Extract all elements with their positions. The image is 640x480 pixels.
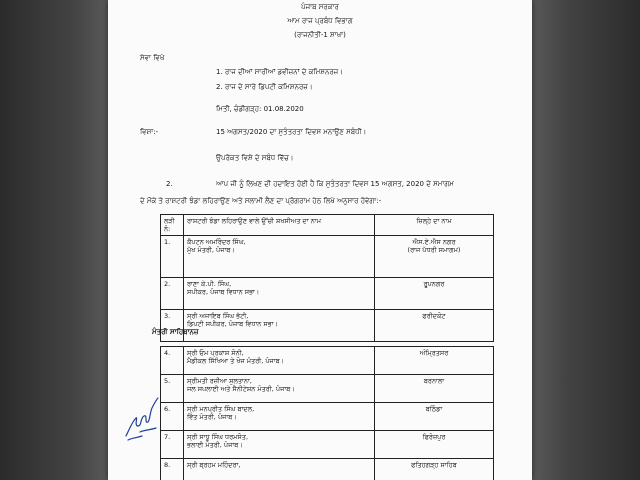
row-district <box>375 236 494 278</box>
addressee-label: ਸੇਵਾ ਵਿਖੇ <box>140 54 165 62</box>
dignitary-name: ਕੈਪਟਨ ਅਮਰਿੰਦਰ ਸਿੰਘ, <box>187 238 246 247</box>
table-row <box>161 278 494 310</box>
table-header-row <box>161 215 494 236</box>
row-district: ਫਿਰੋਜ਼ਪੁਰ <box>375 431 494 459</box>
row-serial: 6. <box>161 403 184 431</box>
minister-portfolio: ਭਲਾਈ ਮੰਤਰੀ, ਪੰਜਾਬ। <box>187 441 243 450</box>
minister-name: ਸ੍ਰੀ ਓਮ ਪ੍ਰਕਾਸ਼ ਸੋਨੀ, <box>187 349 244 357</box>
subject-label: ਵਿਸ਼ਾ:- <box>140 128 159 136</box>
reference-line: ਉਪਰੋਕਤ ਵਿਸ਼ੇ ਦੇ ਸਬੰਧ ਵਿੱਚ। <box>216 154 294 162</box>
row-name <box>184 431 375 459</box>
subject-text: 15 ਅਗਸਤ/2020 ਦਾ ਸੁਤੰਤਰਤਾ ਦਿਵਸ ਮਨਾਉਣ ਸਬੰਧੀ। <box>216 128 367 136</box>
row-serial: 3. <box>161 310 184 342</box>
table-row <box>161 375 494 403</box>
table-row <box>161 310 494 342</box>
body-line-2: ਦੇ ਮੌਕੇ ਤੇ ਰਾਸ਼ਟਰੀ ਝੰਡਾ ਲਹਿਰਾਉਣ ਅਤੇ ਸਲਾਮੀ ਲੈਣ ਦਾ ਪ੍ਰੋਗਰਾਮ ਹੇਠ ਲਿਖੇ ਅਨੁਸਾਰ ਹੋਵੇਗਾ:- <box>140 197 382 205</box>
row-name <box>184 375 375 403</box>
section-title-ministers: ਮੰਤਰੀ ਸਾਹਿਬਾਨਜ਼ <box>152 328 199 336</box>
row-serial: 7. <box>161 431 184 459</box>
row-district: ਰੂਪਨਗਰ <box>375 278 494 310</box>
row-district: ਫਰੀਦਕੋਟ <box>375 310 494 342</box>
body-line-1: ਆਪ ਜੀ ਨੂੰ ਲਿਖਣ ਦੀ ਹਦਾਇਤ ਹੋਈ ਹੈ ਕਿ ਸੁਤੰਤਰਤਾ ਦਿਵਸ 15 ਅਗਸਤ, 2020 ਦੇ ਸਮਾਗਮ <box>216 180 454 188</box>
dignitary-designation: ਮੁੱਖ ਮੰਤਰੀ, ਪੰਜਾਬ। <box>187 246 235 255</box>
minister-portfolio: ਵਿੱਤ ਮੰਤਰੀ, ਪੰਜਾਬ। <box>187 413 237 422</box>
paragraph-number: 2. <box>166 180 173 188</box>
district-name: ਐਸ.ਏ.ਐਸ ਨਗਰ <box>412 238 456 247</box>
table-row <box>161 431 494 459</box>
minister-name: ਸ੍ਰੀ ਸਾਧੂ ਸਿੰਘ ਧਰਮਸੋਤ, <box>187 433 249 441</box>
header-government: ਪੰਜਾਬ ਸਰਕਾਰ <box>301 3 339 11</box>
row-name <box>184 278 375 310</box>
signature-icon <box>122 392 164 444</box>
header-department: ਆਮ ਰਾਜ ਪ੍ਰਬੰਧ ਵਿਭਾਗ <box>287 17 353 25</box>
table-row <box>161 403 494 431</box>
viewer-backdrop-right <box>532 0 640 480</box>
table-row <box>161 236 494 278</box>
row-district: ਅੰਮ੍ਰਿਤਸਰ <box>375 347 494 375</box>
row-serial: 5. <box>161 375 184 403</box>
row-name <box>184 236 375 278</box>
dignitary-table <box>160 214 494 342</box>
row-serial: 8. <box>161 459 184 480</box>
row-name <box>184 403 375 431</box>
header-branch: (ਰਾਜਨੀਤੀ-1 ਸ਼ਾਖਾ) <box>294 31 346 39</box>
district-note: (ਰਾਜ ਪੱਧਰੀ ਸਮਾਗਮ) <box>407 246 461 255</box>
row-name <box>184 347 375 375</box>
document-page <box>108 0 532 480</box>
row-serial: 2. <box>161 278 184 310</box>
letter-date: ਮਿਤੀ, ਚੰਡੀਗੜ੍ਹ: 01.08.2020 <box>216 105 304 113</box>
minister-portfolio: ਜਲ ਸਪਲਾਈ ਅਤੇ ਸੈਨੀਟੇਸ਼ਨ ਮੰਤਰੀ, ਪੰਜਾਬ। <box>187 385 295 394</box>
row-district: ਬਰਨਾਲਾ <box>375 375 494 403</box>
table-row <box>161 347 494 375</box>
minister-name: ਸ੍ਰੀ ਮਨਪ੍ਰੀਤ ਸਿੰਘ ਬਾਦਲ, <box>187 405 255 413</box>
row-name <box>184 310 375 342</box>
row-serial: 4. <box>161 347 184 375</box>
dignitary-designation: ਸਪੀਕਰ, ਪੰਜਾਬ ਵਿਧਾਨ ਸਭਾ। <box>187 288 260 297</box>
header-serial: ਲੜੀ ਨੰ: <box>161 215 184 236</box>
addressee-item-1: 1. ਰਾਜ ਦੀਆਂ ਸਾਰੀਆਂ ਡਵੀਜ਼ਨਾਂ ਦੇ ਕਮਿਸ਼ਨਰਜ਼। <box>216 68 343 76</box>
minister-name: ਸ੍ਰੀਮਤੀ ਰਜ਼ੀਆ ਸੁਲਤਾਨਾ, <box>187 377 252 385</box>
header-district: ਜ਼ਿਲ੍ਹੇ ਦਾ ਨਾਮ <box>375 215 494 236</box>
row-district: ਫਤਿਹਗੜ੍ਹ ਸਾਹਿਬ <box>375 459 494 480</box>
dignitary-name: ਰਾਣਾ ਕੇ.ਪੀ. ਸਿੰਘ, <box>187 280 232 289</box>
row-serial: 1. <box>161 236 184 278</box>
header-name: ਰਾਸ਼ਟਰੀ ਝੰਡਾ ਲਹਿਰਾਉਣ ਵਾਲੇ ਉੱਚੀ ਸ਼ਖਸੀਅਤ ਦਾ ਨਾਮ <box>184 215 375 236</box>
minister-name: ਸ੍ਰੀ ਬ੍ਰਹਮ ਮਹਿੰਦਰਾ, <box>187 461 241 469</box>
addressee-item-2: 2. ਰਾਜ ਦੇ ਸਾਰੇ ਡਿਪਟੀ ਕਮਿਸ਼ਨਰਜ਼। <box>216 83 313 91</box>
ministers-table <box>160 346 494 480</box>
dignitary-designation: ਡਿਪਟੀ ਸਪੀਕਰ, ਪੰਜਾਬ ਵਿਧਾਨ ਸਭਾ। <box>187 320 278 329</box>
row-name <box>184 459 375 480</box>
row-district: ਬਠਿੰਡਾ <box>375 403 494 431</box>
viewer-backdrop-left <box>0 0 108 480</box>
minister-portfolio: ਮੈਡੀਕਲ ਸਿੱਖਿਆ ਤੇ ਖੋਜ ਮੰਤਰੀ, ਪੰਜਾਬ। <box>187 357 285 366</box>
table-row <box>161 459 494 480</box>
dignitary-name: ਸ੍ਰੀ ਅਜਾਇਬ ਸਿੰਘ ਭੱਟੀ, <box>187 312 249 321</box>
